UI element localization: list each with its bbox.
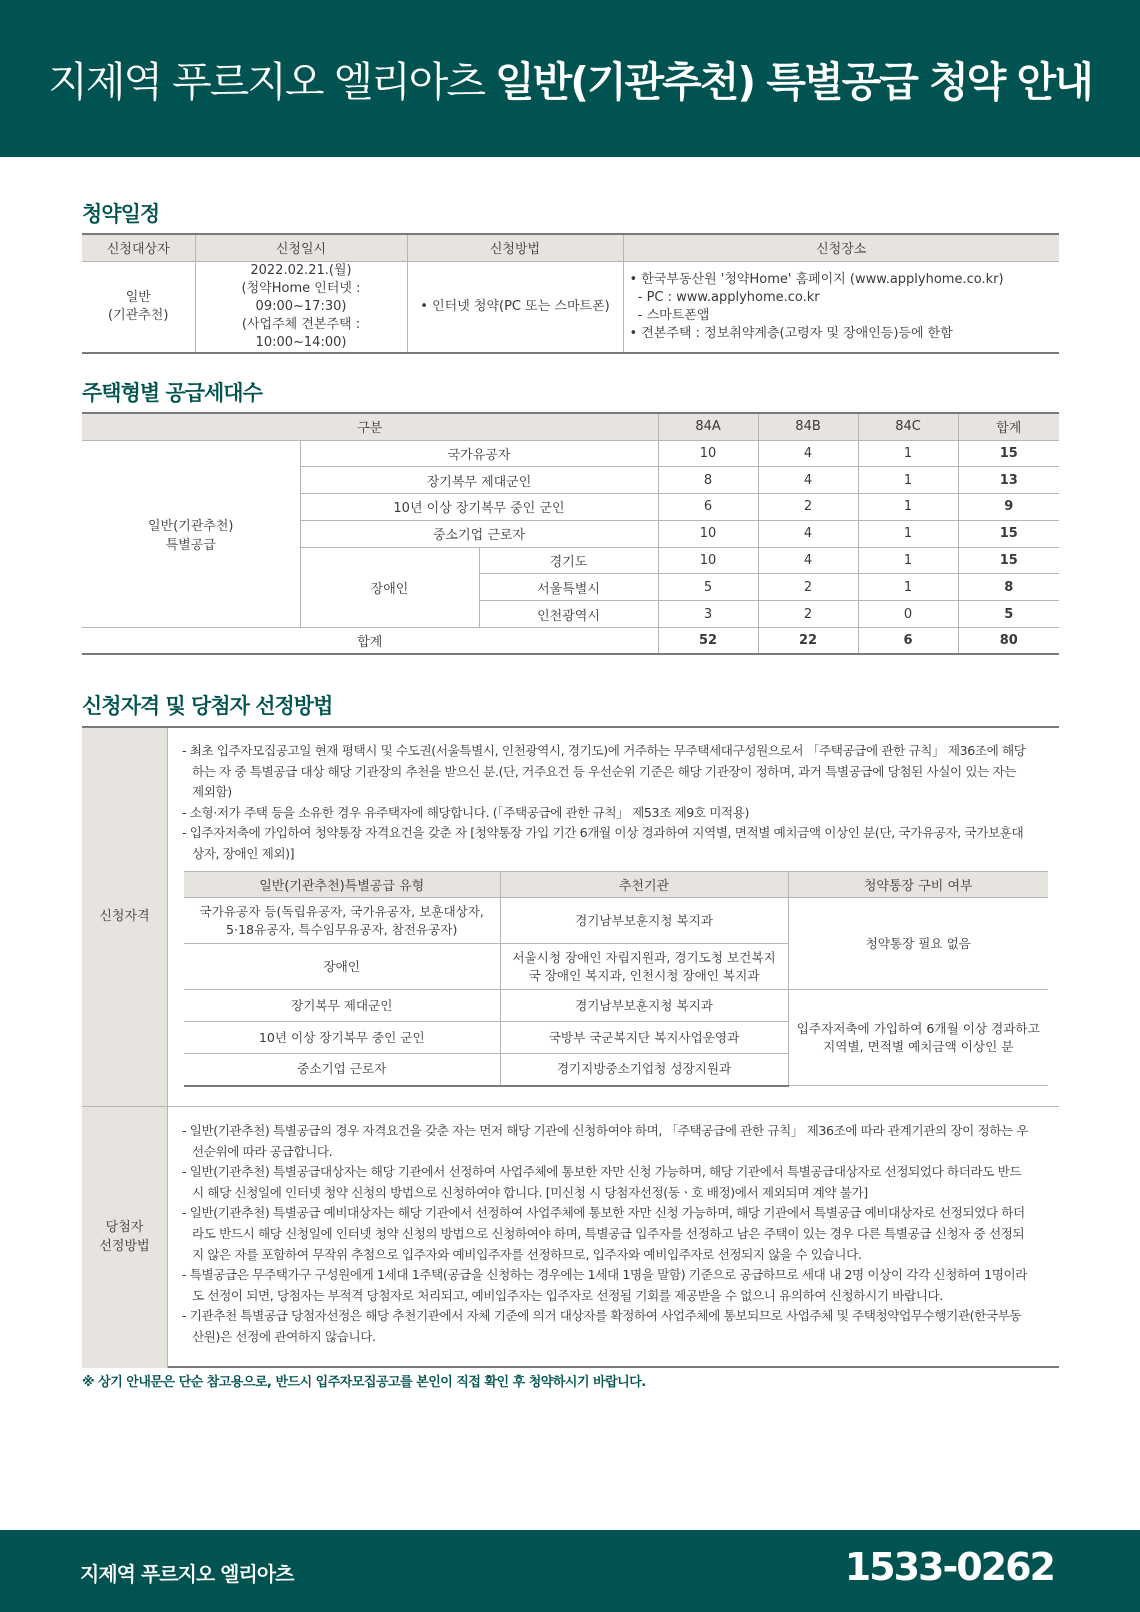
title-main: 일반(기관추천) 특별공급 청약 안내 [495,58,1092,106]
account-requirement: 청약통장 필요 없음 [788,898,1048,990]
schedule-col-method: 신청방법 [407,234,623,261]
schedule-place-line: • 견본주택 : 정보취약계층(고령자 및 장애인등)등에 한함 [629,326,953,342]
supply-row-label: 경기도 [479,547,658,574]
winner-selection-text [182,1121,1030,1348]
winner-selection-item: - 일반(기관추천) 특별공급의 경우 자격요건을 갖춘 자는 먼저 해당 기관에 신청하여야 하며, 「주택공급에 관한 규칙」 제36조에 따라 관계기관의 장이 정하는 우선순위에 따라 공급합니다. [182,1123,1029,1159]
agency-type: 중소기업 근로자 [184,1054,500,1086]
supply-row-total: 9 [958,494,1059,521]
supply-group-label [82,440,300,628]
supply-row-total: 8 [958,574,1059,601]
supply-total-cell: 6 [858,628,958,655]
agency-header-row [184,872,1048,898]
supply-col-total: 합계 [958,413,1059,440]
supply-col-84c: 84C [858,413,958,440]
footer-phone[interactable]: 1533-0262 [844,1545,1054,1589]
notice-text: ※ 상기 안내문은 단순 참고용으로, 반드시 입주자모집공고를 본인이 직접 확인 후 청약하시기 바랍니다. [82,1375,646,1390]
qualification-text [182,741,1030,865]
agency-col-agency: 추천기관 [500,872,788,898]
supply-cell: 1 [858,547,958,574]
supply-total-cell: 22 [758,628,858,655]
agency-type: 국가유공자 등(독립유공자, 국가유공자, 보훈대상자, 5·18유공자, 특수임무유공자, 참전유공자) [184,898,500,944]
supply-cell: 2 [758,601,858,628]
supply-cell: 4 [758,520,858,547]
supply-cell: 10 [658,520,758,547]
schedule-target-line: 일반 [125,289,151,305]
supply-cell: 10 [658,547,758,574]
supply-group-line: 일반(기관추천) [148,518,234,534]
supply-cell: 1 [858,467,958,494]
schedule-section-title: 청약일정 [82,202,160,226]
supply-group-line: 특별공급 [165,537,216,553]
supply-cell: 4 [758,440,858,467]
supply-row-label: 국가유공자 [300,440,658,467]
supply-row-total: 13 [958,467,1059,494]
supply-row-total: 5 [958,601,1059,628]
agency-name: 서울시청 장애인 자립지원과, 경기도청 보건복지국 장애인 복지과, 인천시청 장애인 복지과 [500,944,788,990]
agency-col-account: 청약통장 구비 여부 [788,872,1048,898]
schedule-place-line: - PC : www.applyhome.co.kr [629,289,820,305]
qualification-label: 신청자격 [82,728,168,1106]
schedule-target-cell [82,261,195,353]
qualification-item: - 최초 입주자모집공고일 현재 평택시 및 수도권(서울특별시, 인천광역시, 경기도)에 거주하는 무주택세대구성원으로서 「주택공급에 관한 규칙」 제36조에 해당하는 자 중 특별공급 대상 해당 기관장의 추천을 받으신 분.(단, 거주요건 등 우선순위 기준은 해당 기관장이 정하며, 과거 특별공급에 당첨된 사실이 있는 자는 제외함) [182,743,1026,800]
schedule-col-target: 신청대상자 [82,234,195,261]
qualification-box [82,726,1059,1368]
supply-cell: 4 [758,467,858,494]
winner-selection-item: - 기관추천 특별공급 당첨자선정은 해당 추천기관에서 자체 기준에 의거 대상자를 확정하여 사업주체에 통보되므로 사업주체 및 주택청약업무수행기관(한국부동산원)은 선정에 관여하지 않습니다. [182,1308,1022,1344]
section-divider [82,1106,1059,1107]
supply-section-title: 주택형별 공급세대수 [82,381,262,405]
title-prefix: 지제역 푸르지오 엘리아츠 [48,58,484,106]
agency-name: 경기지방중소기업청 성장지원과 [500,1054,788,1086]
qualification-item: - 소형·저가 주택 등을 소유한 경우 유주택자에 해당합니다. (「주택공급에 관한 규칙」 제53조 제9호 미적용) [182,804,750,820]
supply-row [82,440,1059,467]
schedule-datetime-line: (청약Home 인터넷 : 09:00~17:30) [241,280,361,314]
agency-col-type: 일반(기관추천)특별공급 유형 [184,872,500,898]
supply-row-label: 10년 이상 장기복무 중인 군인 [300,494,658,521]
supply-col-category: 구분 [82,413,658,440]
supply-total-row [82,628,1059,655]
qualification-section-title: 신청자격 및 당첨자 선정방법 [82,694,333,718]
agency-row [184,898,1048,944]
supply-col-84b: 84B [758,413,858,440]
supply-cell: 1 [858,574,958,601]
supply-row-label: 장기복무 제대군인 [300,467,658,494]
schedule-col-datetime: 신청일시 [195,234,407,261]
footer-name: 지제역 푸르지오 엘리아츠 [80,1562,294,1586]
winner-label-line: 당첨자 [105,1220,144,1236]
schedule-col-place: 신청장소 [623,234,1059,261]
schedule-datetime-line: (사업주체 견본주택 : 10:00~14:00) [241,317,361,351]
supply-grand-total: 80 [958,628,1059,655]
winner-selection-item: - 일반(기관추천) 특별공급 예비대상자는 해당 기관에서 선정하여 사업주체에 통보한 자만 신청 가능하며, 해당 기관에서 특별공급 예비대상자로 선정되었다 하더라도 반드시 해당 신청일에 인터넷 청약 신청의 방법으로 신청하여야 하며, 특별공급 입주자를 선정하고 남은 주택이 있는 경우 다른 특별공급 신청자 중 선정되지 않은 자를 포함하여 무작위 추첨으로 입주자와 예비입주자를 선정하므로, 입주자와 예비입주자로 선정되지 않을 수 있습니다. [182,1205,1025,1262]
supply-cell: 1 [858,494,958,521]
supply-cell: 1 [858,520,958,547]
supply-cell: 6 [658,494,758,521]
schedule-place-line: - 스마트폰앱 [629,307,710,323]
supply-cell: 4 [758,547,858,574]
supply-cell: 3 [658,601,758,628]
schedule-table [82,233,1059,354]
schedule-method-cell: • 인터넷 청약(PC 또는 스마트폰) [407,261,623,353]
schedule-datetime-cell [195,261,407,353]
supply-cell: 2 [758,574,858,601]
supply-row-total: 15 [958,520,1059,547]
supply-cell: 8 [658,467,758,494]
supply-header-row [82,413,1059,440]
supply-row-label: 인천광역시 [479,601,658,628]
schedule-target-line: (기관추천) [108,307,169,323]
supply-cell: 1 [858,440,958,467]
agency-name: 국방부 국군복지단 복지사업운영과 [500,1022,788,1054]
schedule-place-cell [623,261,1059,353]
winner-selection-label [82,1106,168,1368]
schedule-datetime-line: 2022.02.21.(월) [250,262,352,278]
agency-type: 장기복무 제대군인 [184,990,500,1022]
supply-row-label: 중소기업 근로자 [300,520,658,547]
winner-label-line: 선정방법 [99,1238,150,1254]
winner-selection-item: - 일반(기관추천) 특별공급대상자는 해당 기관에서 선정하여 사업주체에 통보한 자만 신청 가능하며, 해당 기관에서 특별공급대상자로 선정되었다 하더라도 반드시 해당 신청일에 인터넷 청약 신청의 방법으로 신청하여야 합니다. [미신청 시 당첨자선정(동ㆍ호 배정)에서 제외되며 계약 불가] [182,1164,1022,1200]
supply-disabled-label: 장애인 [300,547,479,627]
supply-total-cell: 52 [658,628,758,655]
schedule-header-row [82,234,1059,261]
supply-cell: 5 [658,574,758,601]
qualification-item: - 입주자저축에 가입하여 청약통장 자격요건을 갖춘 자 [청약통장 가입 기간 6개월 이상 경과하여 지역별, 면적별 예치금액 이상인 분(단, 국가유공자, 국가보훈대상자, 장애인 제외)] [182,825,1024,861]
agency-type: 장애인 [184,944,500,990]
agency-table [184,871,1048,1087]
agency-type: 10년 이상 장기복무 중인 군인 [184,1022,500,1054]
supply-cell: 0 [858,601,958,628]
page-title [48,49,1092,108]
supply-table [82,412,1059,655]
supply-col-84a: 84A [658,413,758,440]
supply-row-total: 15 [958,440,1059,467]
agency-name: 경기남부보훈지청 복지과 [500,990,788,1022]
supply-total-label: 합계 [82,628,658,655]
agency-name: 경기남부보훈지청 복지과 [500,898,788,944]
account-requirement: 입주자저축에 가입하여 6개월 이상 경과하고 지역별, 면적별 예치금액 이상인 분 [788,990,1048,1086]
winner-selection-item: - 특별공급은 무주택가구 구성원에게 1세대 1주택(공급을 신청하는 경우에는 1세대 1명을 말함) 기준으로 공급하므로 세대 내 2명 이상이 각각 신청하여 1명이라도 선정이 되면, 당첨자는 부적격 당첨자로 처리되고, 예비입주자는 입주자로 선정될 기회를 제공받을 수 없으니 유의하여 신청하시기 바랍니다. [182,1267,1028,1303]
supply-cell: 2 [758,494,858,521]
supply-row-label: 서울특별시 [479,574,658,601]
page-footer [0,1530,1140,1612]
agency-row [184,990,1048,1022]
schedule-place-line: • 한국부동산원 '청약Home' 홈페이지 (www.applyhome.co.kr) [629,271,1004,287]
supply-row-total: 15 [958,547,1059,574]
supply-cell: 10 [658,440,758,467]
page-header [0,0,1140,157]
schedule-row [82,261,1059,353]
